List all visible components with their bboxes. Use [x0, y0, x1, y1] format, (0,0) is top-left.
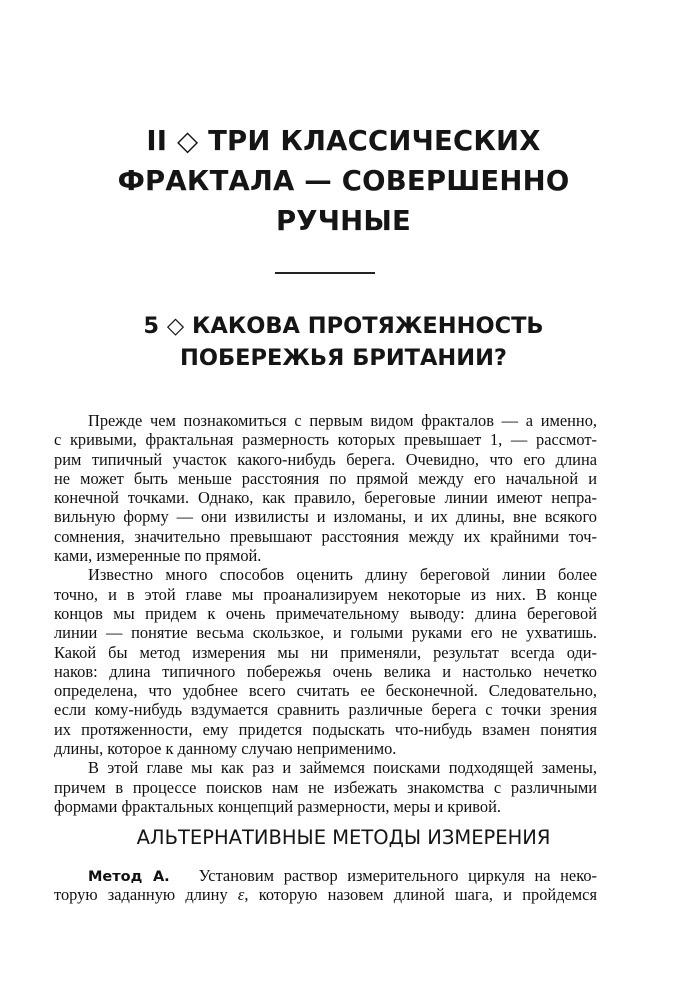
method-a-line-2-before: торую заданную длину [54, 885, 228, 905]
paragraph-3 [54, 758, 597, 816]
method-a-line-2-after: , которую назовем длиной шага, и пройдемся [244, 885, 597, 905]
method-a-paragraph [54, 866, 597, 905]
body-text [54, 411, 597, 816]
method-a-label: Метод А. [88, 869, 170, 885]
text-line: Известно много способов оценить длину береговой линии более [88, 565, 597, 585]
text-line: причем в процессе поисков нам не избежать знакомства с различными [54, 777, 597, 797]
text-line: определена, что удобнее всего считать ее бесконечной. Следовательно, [54, 681, 597, 701]
text-line: линии — понятие весьма скользкое, и голыми руками его не ухватишь. [54, 623, 597, 643]
part-title-line: ФРАКТАЛА — СОВЕРШЕННО [117, 165, 570, 197]
section-divider-rule [275, 272, 375, 274]
text-line: с кривыми, фрактальная размерность которых превышает 1, — рассмот- [54, 430, 597, 450]
chapter-title [60, 310, 627, 374]
chapter-title-line: ПОБЕРЕЖЬЯ БРИТАНИИ? [180, 345, 507, 371]
text-line: не может быть меньше расстояния по прямой между его начальной и [54, 468, 597, 488]
part-title [60, 121, 627, 241]
text-line: точно, и в этой главе мы проанализируем некоторые из них. В конце [54, 584, 597, 604]
epsilon-symbol: ε [237, 885, 245, 905]
text-line: наков: длина типичного побережья очень велика и настолько нечетко [54, 661, 597, 681]
text-line: Какой бы метод измерения мы ни применяли, результат всегда оди- [54, 642, 597, 662]
text-line: их протяженности, ему придется подыскать что-нибудь взамен понятия [54, 719, 597, 739]
method-a-line-2 [54, 885, 597, 904]
text-line: В этой главе мы как раз и займемся поисками подходящей замены, [88, 758, 597, 778]
text-line: если кому-нибудь вздумается сравнить различные берега с точки зрения [54, 700, 597, 720]
part-title-line: II ◇ ТРИ КЛАССИЧЕСКИХ [146, 125, 541, 157]
text-line: длины, которое к данному случаю неприменимо. [54, 739, 397, 759]
text-line: рим типичный участок какого-нибудь берега. Очевидно, что его длина [54, 449, 597, 469]
text-line: концов мы придем к очень примечательному выводу: длина береговой [54, 603, 597, 623]
text-line: сомнения, значительно превышают расстояния между их крайними точ- [54, 526, 597, 546]
text-line: конечной точками. Однако, как правило, береговые линии имеют непра- [54, 488, 597, 508]
paragraph-2 [54, 565, 597, 758]
text-line: формами фрактальных концепций размерности, меры и кривой. [54, 796, 501, 816]
section-heading: АЛЬТЕРНАТИВНЫЕ МЕТОДЫ ИЗМЕРЕНИЯ [136, 826, 551, 849]
paragraph-1 [54, 411, 597, 565]
text-line: вильную форму — они извилисты и изломаны, и их длины, вне всякого [54, 507, 597, 527]
method-a-line-1-text: Установим раствор измерительного циркуля на неко- [198, 866, 597, 885]
chapter-title-line: 5 ◇ КАКОВА ПРОТЯЖЕННОСТЬ [143, 313, 544, 339]
method-a-line-1 [54, 866, 597, 885]
part-title-line: РУЧНЫЕ [275, 205, 412, 237]
text-line: ками, измеренные по прямой. [54, 546, 262, 566]
text-line: Прежде чем познакомиться с первым видом фракталов — а именно, [88, 411, 597, 430]
